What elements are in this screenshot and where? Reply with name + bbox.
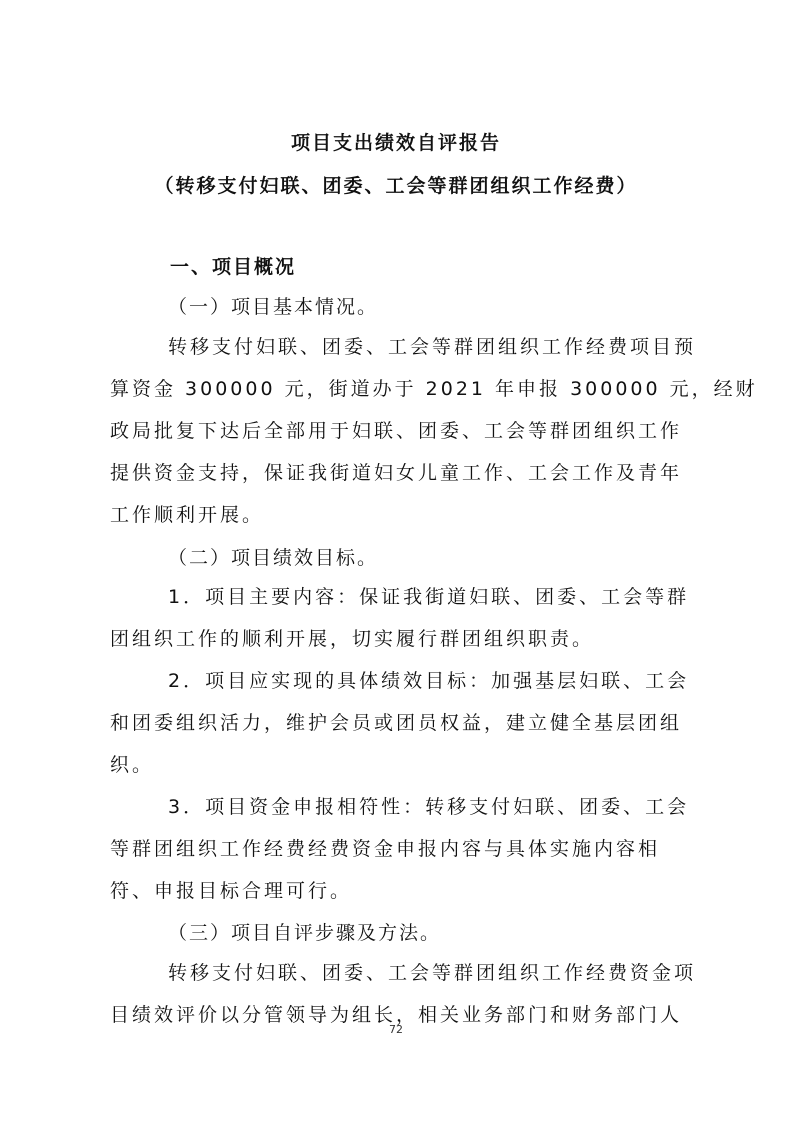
subsection-heading: （二）项目绩效目标。: [168, 547, 379, 569]
paragraph-line: 提供资金支持，保证我街道妇女儿童工作、工会工作及青年: [110, 462, 683, 484]
subsection-heading: （三）项目自评步骤及方法。: [168, 922, 442, 944]
section-heading: 一、项目概况: [170, 256, 297, 278]
document-title: 项目支出绩效自评报告: [290, 132, 501, 154]
paragraph-line: 团组织工作的顺利开展，切实履行群团组织职责。: [110, 628, 595, 650]
paragraph-line: 目绩效评价以分管领导为组长，相关业务部门和财务部门人: [110, 1004, 683, 1026]
paragraph-line: 转移支付妇联、团委、工会等群团组织工作经费项目预: [168, 336, 697, 358]
paragraph-line: 和团委组织活力，维护会员或团员权益，建立健全基层团组: [110, 712, 683, 734]
paragraph-line: 工作顺利开展。: [110, 504, 265, 526]
paragraph-line: 符、申报目标合理可行。: [110, 880, 353, 902]
paragraph-line: 等群团组织工作经费经费资金申报内容与具体实施内容相: [110, 838, 661, 860]
paragraph-line: 3．项目资金申报相符性：转移支付妇联、团委、工会: [168, 796, 690, 818]
paragraph-line: 政局批复下达后全部用于妇联、团委、工会等群团组织工作: [110, 420, 683, 442]
subsection-heading: （一）项目基本情况。: [168, 296, 379, 318]
paragraph-line: 算资金 300000 元，街道办于 2021 年申报 300000 元，经财: [110, 378, 758, 400]
page-number: 72: [389, 1023, 403, 1036]
paragraph-line: 2．项目应实现的具体绩效目标：加强基层妇联、工会: [168, 670, 690, 692]
paragraph-line: 织。: [110, 754, 155, 776]
document-subtitle: （转移支付妇联、团委、工会等群团组织工作经费）: [154, 175, 638, 197]
paragraph-line: 转移支付妇联、团委、工会等群团组织工作经费资金项: [168, 962, 697, 984]
paragraph-line: 1．项目主要内容：保证我街道妇联、团委、工会等群: [168, 586, 690, 608]
